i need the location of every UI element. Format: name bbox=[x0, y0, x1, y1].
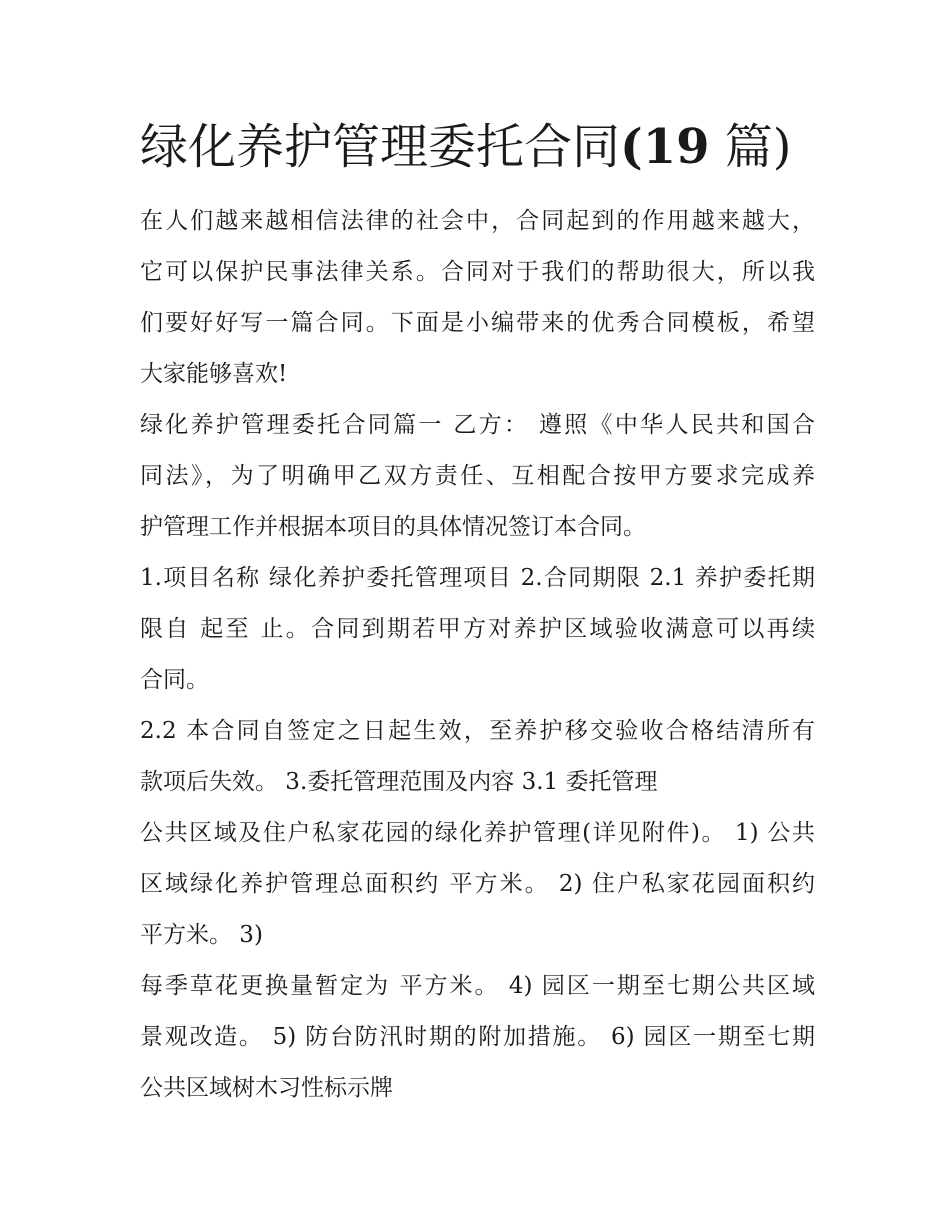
paragraph-effective-scope bbox=[140, 706, 815, 808]
text-line: 区域绿化养护管理总面积约 平方米。 2) 住户私家花园面积约 bbox=[140, 871, 815, 897]
text-line: 们要好好写一篇合同。下面是小编带来的优秀合同模板，希望 bbox=[140, 310, 815, 336]
title-count: (19 bbox=[620, 119, 710, 175]
text-line: 公共区域及住户私家花园的绿化养护管理(详见附件)。 1) 公共 bbox=[140, 820, 815, 846]
text-line: 它可以保护民事法律关系。合同对于我们的帮助很大，所以我 bbox=[140, 259, 815, 285]
document-body bbox=[140, 196, 815, 1114]
paragraph-contract-preamble bbox=[140, 400, 815, 553]
text-line: 大家能够喜欢! bbox=[140, 361, 288, 387]
text-line: 景观改造。 5) 防台防汛时期的附加措施。 6) 园区一期至七期 bbox=[140, 1024, 815, 1050]
text-line: 平方米。 3) bbox=[140, 922, 263, 948]
document-title bbox=[140, 112, 840, 182]
text-line: 限自 起至 止。合同到期若甲方对养护区域验收满意可以再续 bbox=[140, 616, 815, 642]
paragraph-project-term bbox=[140, 553, 815, 706]
text-line: 2.2 本合同自签定之日起生效，至养护移交验收合格结清所有 bbox=[140, 718, 815, 744]
text-line: 合同。 bbox=[140, 667, 209, 693]
paragraph-seasonal-items bbox=[140, 961, 815, 1114]
text-line: 护管理工作并根据本项目的具体情况签订本合同。 bbox=[140, 514, 646, 540]
paragraph-intro bbox=[140, 196, 815, 400]
title-suffix: 篇) bbox=[724, 119, 792, 175]
text-line: 在人们越来越相信法律的社会中，合同起到的作用越来越大， bbox=[140, 208, 815, 234]
text-line: 同法》，为了明确甲乙双方责任、互相配合按甲方要求完成养 bbox=[140, 463, 815, 489]
text-line: 绿化养护管理委托合同篇一 乙方： 遵照《中华人民共和国合 bbox=[140, 412, 815, 438]
title-main: 绿化养护管理委托合同 bbox=[140, 119, 621, 175]
text-line: 公共区域树木习性标示牌 bbox=[140, 1075, 393, 1101]
paragraph-public-area bbox=[140, 808, 815, 961]
text-line: 1.项目名称 绿化养护委托管理项目 2.合同期限 2.1 养护委托期 bbox=[140, 565, 815, 591]
text-line: 款项后失效。 3.委托管理范围及内容 3.1 委托管理 bbox=[140, 769, 658, 795]
text-line: 每季草花更换量暂定为 平方米。 4) 园区一期至七期公共区域 bbox=[140, 973, 815, 999]
